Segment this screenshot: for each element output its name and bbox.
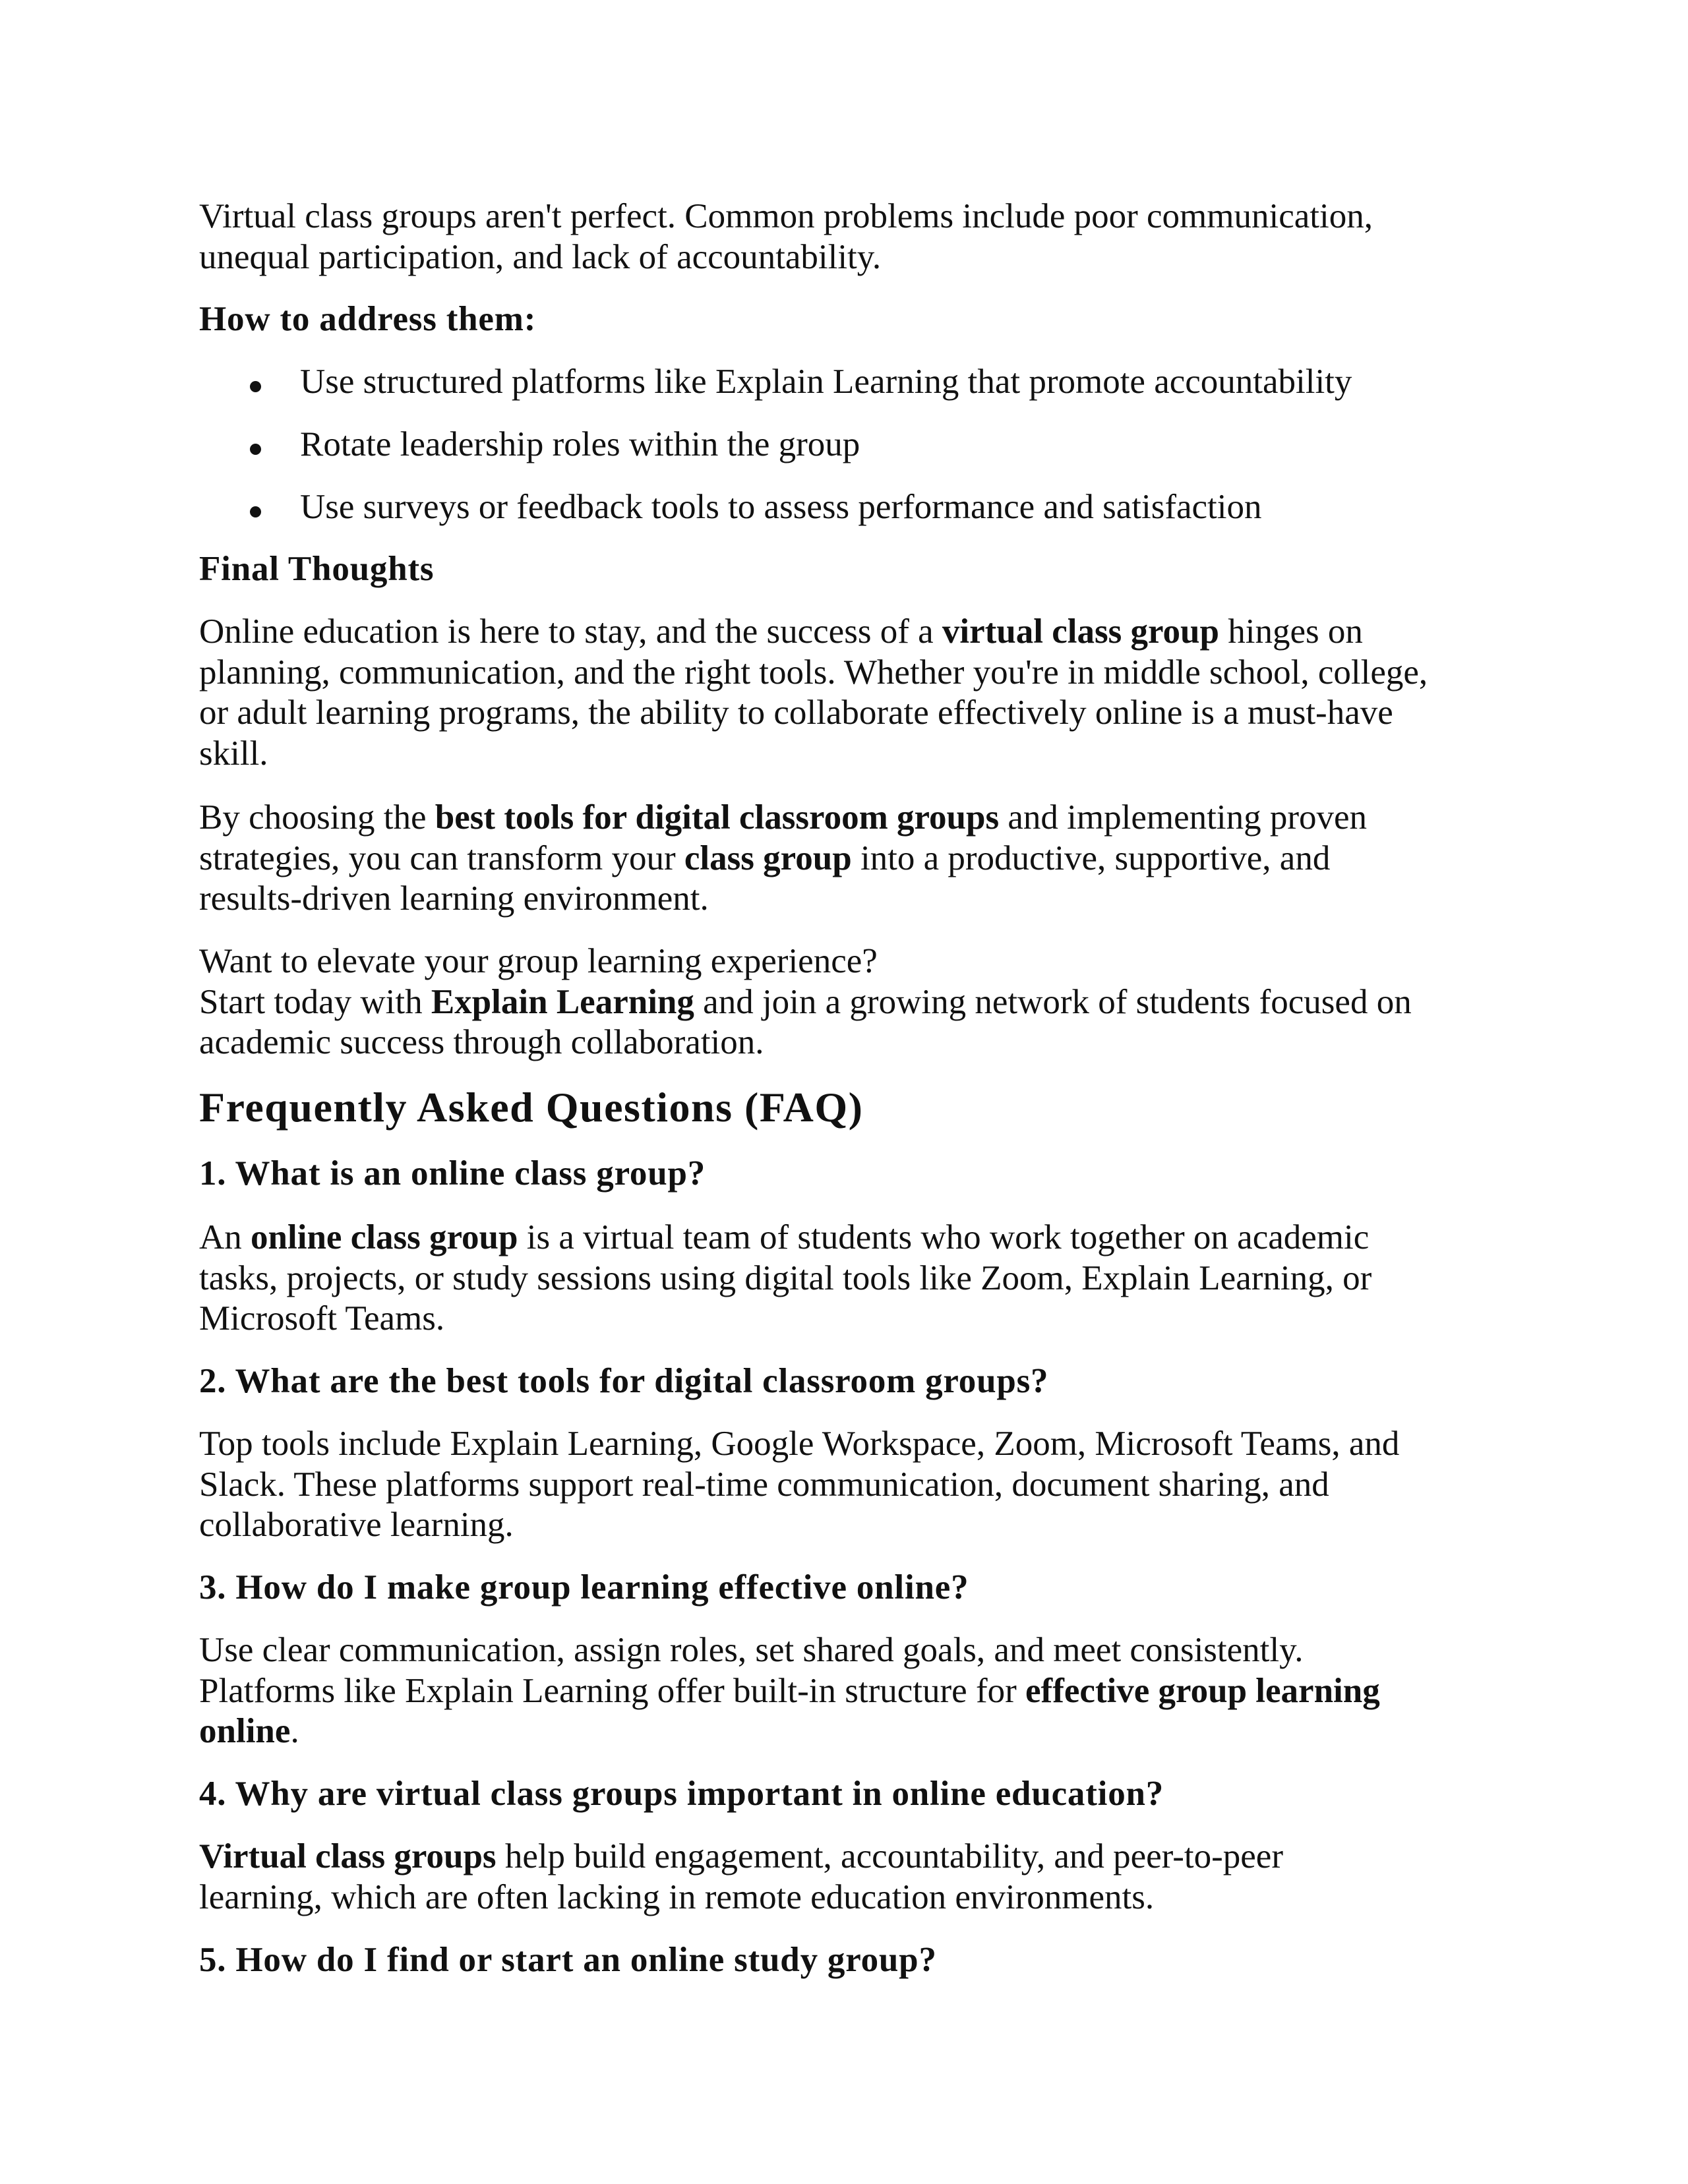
text-run: and join a growing network of students focused on xyxy=(694,982,1412,1021)
text-line xyxy=(199,1424,1518,1465)
text-line xyxy=(199,798,1518,839)
text-run: academic success through collaboration. xyxy=(199,1023,764,1061)
text-run: unequal participation, and lack of accountability. xyxy=(199,237,882,276)
text-line xyxy=(199,1671,1518,1712)
text-run: . xyxy=(290,1712,299,1750)
text-line xyxy=(199,1258,1518,1299)
text-line xyxy=(199,1630,1518,1671)
text-run: Platforms like Explain Learning offer built-in structure for xyxy=(199,1671,1026,1710)
bold-term: online xyxy=(199,1712,291,1750)
address-heading-text: How to address them: xyxy=(199,300,537,338)
text-line xyxy=(199,1505,1518,1546)
text-line xyxy=(199,982,1518,1023)
faq-question-text: 4. Why are virtual class groups important in online education? xyxy=(199,1775,1164,1813)
faq-question xyxy=(199,1568,1518,1608)
text-run: collaborative learning. xyxy=(199,1506,514,1544)
text-run: results-driven learning environment. xyxy=(199,879,709,918)
text-run: Top tools include Explain Learning, Google Workspace, Zoom, Microsoft Teams, and xyxy=(199,1425,1400,1463)
text-line xyxy=(199,1837,1518,1877)
text-run: and implementing proven xyxy=(999,798,1367,837)
bold-term: effective group learning xyxy=(1025,1671,1380,1710)
text-line xyxy=(199,1299,1518,1340)
bold-term: best tools for digital classroom groups xyxy=(435,798,1000,837)
text-line xyxy=(199,196,1518,237)
intro-paragraph xyxy=(199,196,1518,278)
faq-question-text: 5. How do I find or start an online study group? xyxy=(199,1941,937,1979)
final-thoughts-paragraph-3 xyxy=(199,941,1518,1063)
final-thoughts-heading xyxy=(199,549,1518,590)
text-run: learning, which are often lacking in remote education environments. xyxy=(199,1877,1155,1916)
bold-term: Virtual class groups xyxy=(199,1837,497,1875)
bullet-text: Use structured platforms like Explain Learning that promote accountability xyxy=(300,363,1352,401)
text-run: Use clear communication, assign roles, set shared goals, and meet consistently. xyxy=(199,1631,1304,1669)
text-run: strategies, you can transform your xyxy=(199,839,684,877)
faq-answer xyxy=(199,1837,1518,1918)
final-thoughts-paragraph-2 xyxy=(199,798,1518,920)
text-line xyxy=(199,612,1518,653)
bold-term: virtual class group xyxy=(942,612,1219,651)
text-run: hinges on xyxy=(1219,612,1363,651)
text-run: into a productive, supportive, and xyxy=(851,839,1331,877)
bold-term: class group xyxy=(684,839,852,877)
faq-answer xyxy=(199,1630,1518,1752)
faq-question-text: 3. How do I make group learning effective online? xyxy=(199,1568,969,1607)
text-line xyxy=(199,734,1518,775)
text-run: skill. xyxy=(199,734,268,773)
faq-title: Frequently Asked Questions (FAQ) xyxy=(199,1084,864,1131)
text-run: By choosing the xyxy=(199,798,435,837)
faq-answer xyxy=(199,1218,1518,1340)
text-run: Virtual class groups aren't perfect. Common problems include poor communication, xyxy=(199,197,1373,235)
faq-question xyxy=(199,1154,1518,1195)
text-run: or adult learning programs, the ability to collaborate effectively online is a must-have xyxy=(199,694,1393,732)
text-run: An xyxy=(199,1218,251,1256)
text-line xyxy=(199,1877,1518,1918)
text-line xyxy=(199,941,1518,982)
text-run: tasks, projects, or study sessions using digital tools like Zoom, Explain Learning, or xyxy=(199,1258,1372,1297)
text-line xyxy=(199,693,1518,734)
text-run: help build engagement, accountability, and peer-to-peer xyxy=(496,1837,1283,1875)
text-run: planning, communication, and the right tools. Whether you're in middle school, college, xyxy=(199,653,1428,692)
address-heading xyxy=(199,299,1518,340)
text-line xyxy=(199,879,1518,920)
final-thoughts-paragraph-1 xyxy=(199,612,1518,774)
text-line xyxy=(199,237,1518,278)
text-run: Want to elevate your group learning experience? xyxy=(199,942,878,980)
faq-question-text: 1. What is an online class group? xyxy=(199,1154,706,1193)
text-run: is a virtual team of students who work together on academic xyxy=(518,1218,1370,1256)
bullet-icon xyxy=(250,444,261,455)
faq-question xyxy=(199,1940,1518,1981)
text-line xyxy=(199,1022,1518,1063)
faq-question xyxy=(199,1361,1518,1402)
bold-term: Explain Learning xyxy=(431,982,694,1021)
faq-question xyxy=(199,1774,1518,1815)
bullet-text: Rotate leadership roles within the group xyxy=(300,425,860,463)
text-run: Online education is here to stay, and the success of a xyxy=(199,612,942,651)
text-run: Slack. These platforms support real-time communication, document sharing, and xyxy=(199,1465,1329,1504)
text-line xyxy=(199,839,1518,879)
bold-term: online class group xyxy=(251,1218,518,1256)
text-line xyxy=(199,1465,1518,1506)
text-line xyxy=(199,653,1518,694)
faq-answer xyxy=(199,1424,1518,1546)
text-run: Microsoft Teams. xyxy=(199,1299,445,1338)
faq-question-text: 2. What are the best tools for digital classroom groups? xyxy=(199,1362,1049,1400)
text-run: Start today with xyxy=(199,982,431,1021)
bullet-icon xyxy=(250,506,261,517)
text-line xyxy=(199,1711,1518,1752)
text-line xyxy=(199,1218,1518,1258)
final-thoughts-heading-text: Final Thoughts xyxy=(199,550,435,588)
bullet-text: Use surveys or feedback tools to assess performance and satisfaction xyxy=(300,488,1262,526)
bullet-icon xyxy=(250,381,261,392)
